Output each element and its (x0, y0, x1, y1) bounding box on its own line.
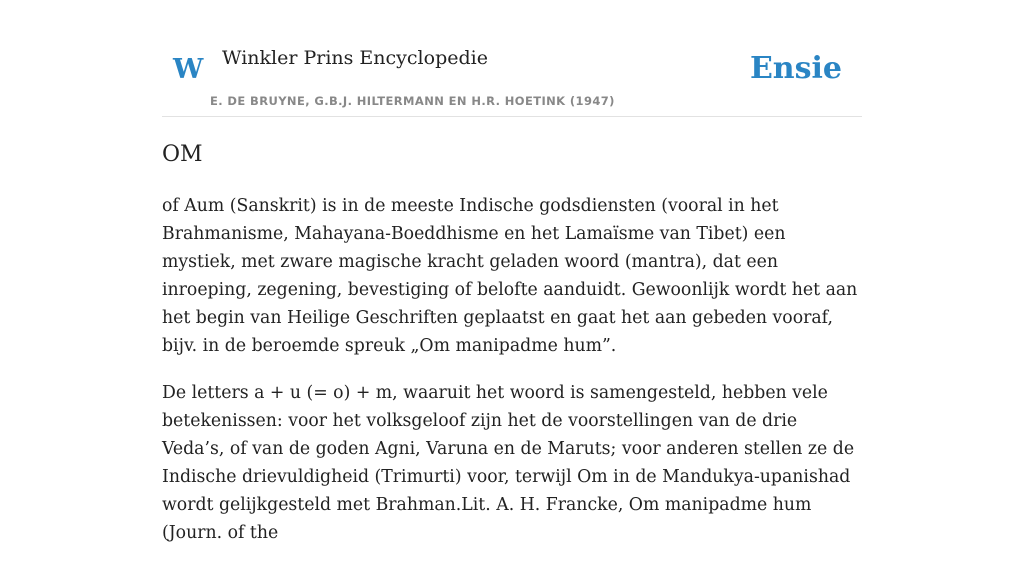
entry-paragraph-1: of Aum (Sanskrit) is in de meeste Indische godsdiensten (vooral in het Brahmanisme, Mahayana-Boeddhisme en het Lamaïsme van Tibet) een mystiek, met zware magische kracht geladen woord (mantra), dat een inroeping, zegening, bevestiging of belofte aanduidt. Gewoonlijk wordt het aan het begin van Heilige Geschriften geplaatst en gaat het aan gebeden vooraf, bijv. in de beroemde spreuk „Om manipadme hum”. (162, 196, 858, 356)
ensie-logo[interactable]: Ensie (749, 51, 842, 86)
site-header (162, 38, 862, 117)
publication-logo-icon[interactable]: W (173, 54, 204, 85)
entry-title: OM (162, 142, 203, 167)
entry-paragraph-2: De letters a + u (= o) + m, waaruit het woord is samengesteld, hebben vele betekenissen: voor het volksgeloof zijn het de voorstellingen van de drie Veda’s, of van de goden Agni, Varuna en de Maruts; voor anderen stellen ze de Indische drievuldigheid (Trimurti) voor, terwijl Om in de Mandukya-upanishad wordt gelijkgesteld met Brahman.Lit. A. H. Francke, Om manipadme hum (Journ. of the (162, 383, 855, 543)
publication-authors: E. DE BRUYNE, G.B.J. HILTERMANN EN H.R. HOETINK (1947) (210, 94, 615, 108)
entry-body (162, 192, 864, 566)
publication-title[interactable]: Winkler Prins Encyclopedie (222, 47, 488, 69)
